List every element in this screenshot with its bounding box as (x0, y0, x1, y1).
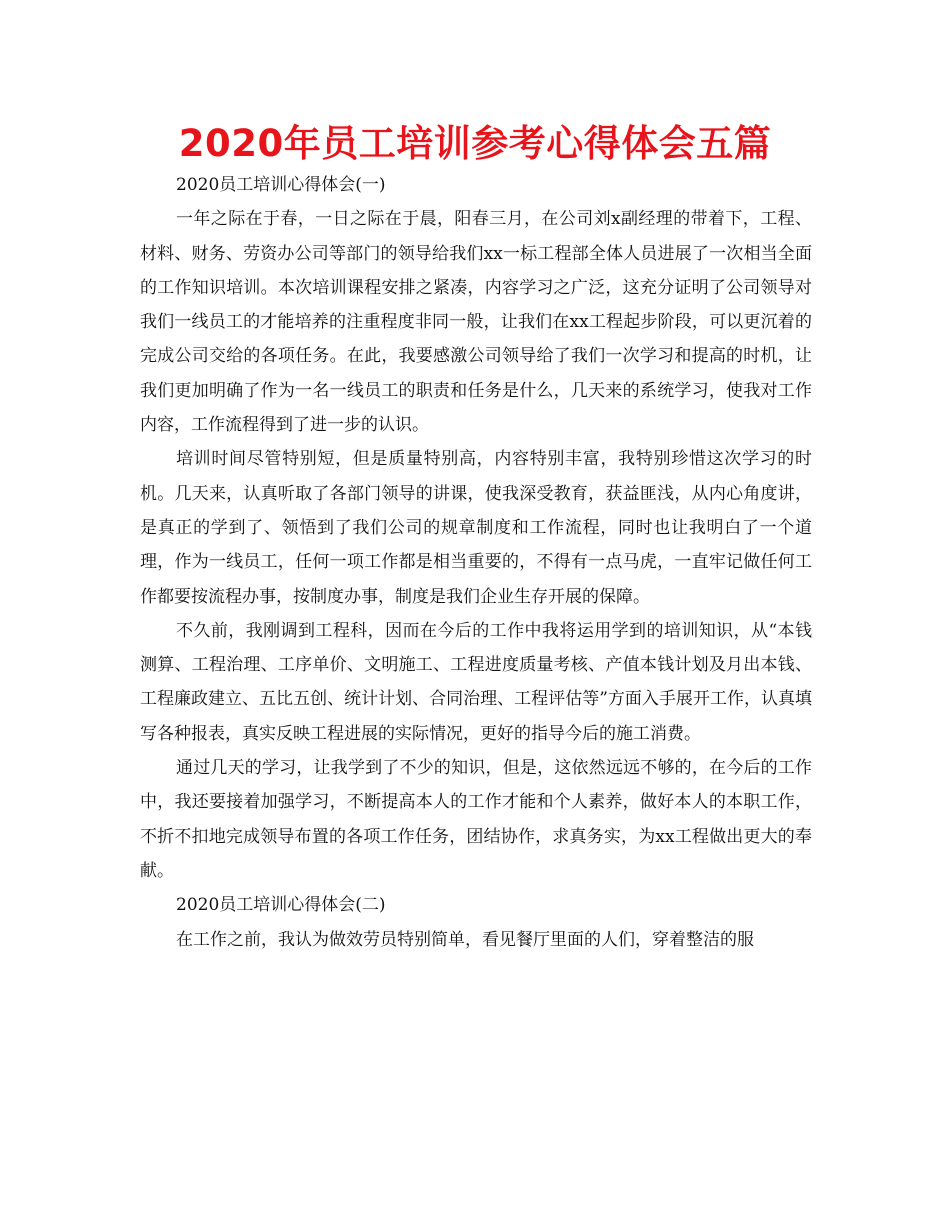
document-title: 2020年员工培训参考心得体会五篇 (178, 122, 772, 165)
paragraph: 在工作之前，我认为做效劳员特别简单，看见餐厅里面的人们，穿着整洁的服 (176, 929, 754, 950)
section-heading-1: 2020员工培训心得体会(一) (176, 175, 386, 195)
paragraph: 通过几天的学习，让我学到了不少的知识，但是，这依然远远不够的，在今后的工作中，我还要接着加强学习，不断提高本人的工作才能和个人素养，做好本人的本职工作，不折不扣地完成领导布置的各项工作任务，团结协作，求真务实，为xx工程做出更大的奉献。 (140, 758, 812, 881)
paragraph: 一年之际在于春，一日之际在于晨，阳春三月，在公司刘x副经理的带着下，工程、材料、财务、劳资办公司等部门的领导给我们xx一标工程部全体人员进展了一次相当全面的工作知识培训。本次培训课程安排之紧凑，内容学习之广泛，这充分证明了公司领导对我们一线员工的才能培养的注重程度非同一般，让我们在xx工程起步阶段，可以更沉着的完成公司交给的各项任务。在此，我要感激公司领导给了我们一次学习和提高的时机，让我们更加明确了作为一名一线员工的职责和任务是什么，几天来的系统学习，使我对工作内容，工作流程得到了进一步的认识。 (140, 209, 812, 436)
document-body (140, 168, 812, 957)
section-heading-2: 2020员工培训心得体会(二) (176, 895, 386, 916)
paragraph: 培训时间尽管特别短，但是质量特别高，内容特别丰富，我特别珍惜这次学习的时机。几天来，认真听取了各部门领导的讲课，使我深受教育，获益匪浅，从内心角度讲，是真正的学到了、领悟到了我们公司的规章制度和工作流程，同时也让我明白了一个道理，作为一线员工，任何一项工作都是相当重要的，不得有一点马虎，一直牢记做任何工作都要按流程办事，按制度办事，制度是我们企业生存开展的保障。 (140, 449, 812, 607)
paragraph: 不久前，我刚调到工程科，因而在今后的工作中我将运用学到的培训知识，从“本钱测算、工程治理、工序单价、文明施工、工程进度质量考核、产值本钱计划及月出本钱、工程廉政建立、五比五创、统计计划、合同治理、工程评估等”方面入手展开工作，认真填写各种报表，真实反映工程进展的实际情况，更好的指导今后的施工消费。 (140, 620, 812, 744)
